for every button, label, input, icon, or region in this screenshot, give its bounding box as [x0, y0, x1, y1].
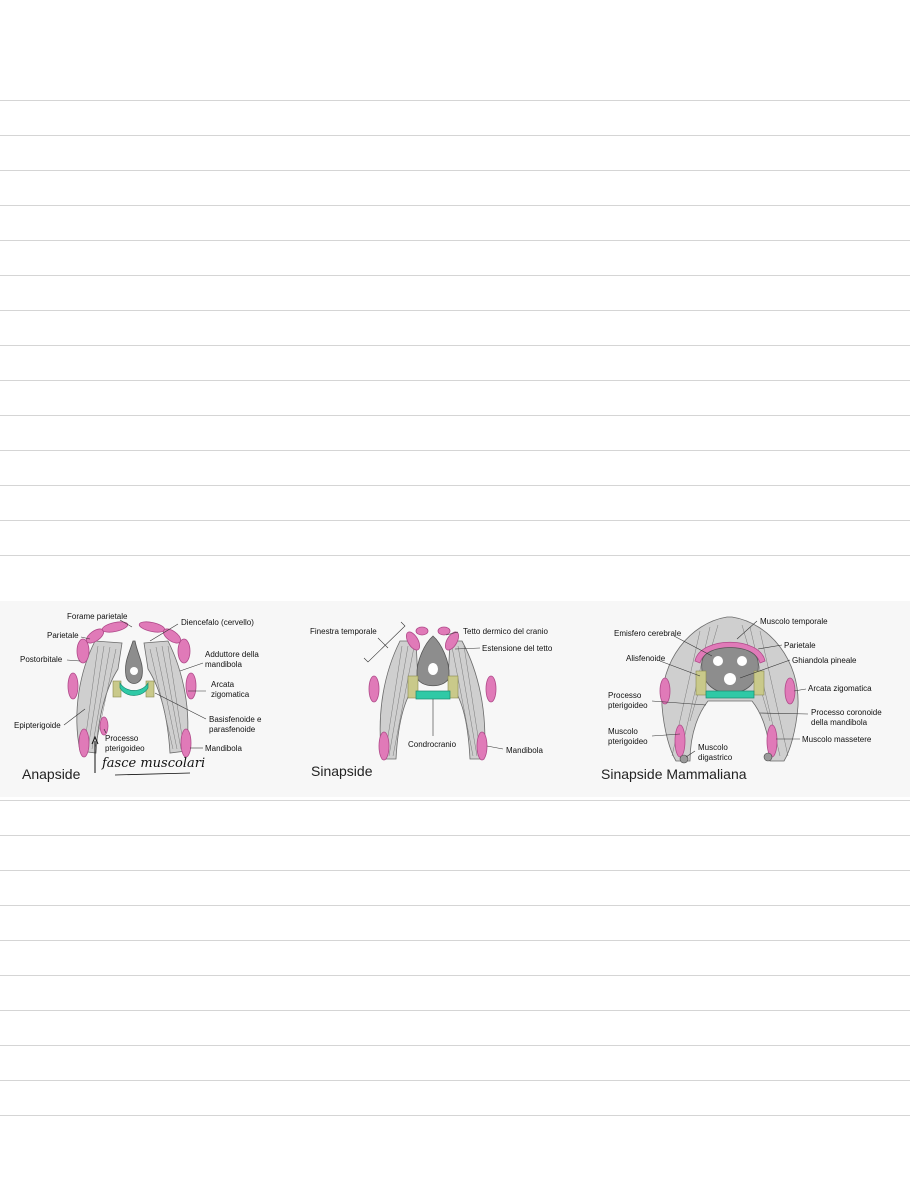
anapside-bone-postorbitale-right — [178, 639, 190, 663]
anapside-label-forame-parietale: Forame parietale — [67, 612, 128, 621]
ruled-line — [0, 975, 910, 976]
anapside-label-mandibola: Mandibola — [205, 744, 242, 753]
anapside-label-processo-1: Processo — [105, 734, 139, 743]
ruled-line — [0, 905, 910, 906]
ruled-line — [0, 415, 910, 416]
ruled-line — [0, 275, 910, 276]
handwritten-underline — [115, 773, 190, 775]
mammaliana-mandibola-left — [675, 725, 685, 757]
handwritten-note: fasce muscolari — [102, 756, 206, 771]
mammaliana-label-emisfero: Emisfero cerebrale — [614, 629, 682, 638]
anapside-bone-roof-left — [101, 620, 128, 634]
anapside-label-diencefalo: Diencefalo (cervello) — [181, 618, 254, 627]
anapside-diagram — [14, 612, 262, 782]
mammaliana-hemisphere-left — [713, 656, 723, 666]
mammaliana-caption: Sinapside Mammaliana — [601, 766, 747, 782]
mammaliana-label-parietale: Parietale — [784, 641, 816, 650]
sinapside-bone-roof-left — [416, 627, 428, 635]
skull-cross-section-figure — [0, 601, 910, 797]
anapside-label-parietale: Parietale — [47, 631, 79, 640]
ruled-line — [0, 800, 910, 801]
mammaliana-brain — [702, 648, 759, 694]
anapside-caption: Anapside — [22, 766, 81, 782]
mammaliana-label-digastrico-2: digastrico — [698, 753, 733, 762]
sinapside-label-estensione: Estensione del tetto — [482, 644, 553, 653]
ruled-line — [0, 310, 910, 311]
ruled-line — [0, 170, 910, 171]
mammaliana-pineal — [724, 673, 736, 685]
sinapside-chondrocranium — [416, 691, 450, 699]
sinapside-bone-mandibola-right — [477, 732, 487, 760]
sinapside-label-mandibola: Mandibola — [506, 746, 543, 755]
sinapside-caption: Sinapside — [311, 763, 373, 779]
ruled-line — [0, 485, 910, 486]
sinapside-label-tetto-dermico: Tetto dermico del cranio — [463, 627, 548, 636]
mammaliana-mandibola-right — [767, 725, 777, 757]
mammaliana-arcata-right — [785, 678, 795, 704]
anapside-bone-arcata-left — [68, 673, 78, 699]
mammaliana-hemisphere-right — [737, 656, 747, 666]
mammaliana-label-massetere: Muscolo massetere — [802, 735, 872, 744]
sinapside-diagram — [310, 622, 553, 779]
mammaliana-label-arcata: Arcata zigomatica — [808, 684, 872, 693]
sinapside-label-condrocranio: Condrocranio — [408, 740, 457, 749]
ruled-line — [0, 555, 910, 556]
ruled-line — [0, 940, 910, 941]
sinapside-label-finestra: Finestra temporale — [310, 627, 377, 636]
sinapside-brain-hole — [428, 663, 438, 675]
ruled-line — [0, 1080, 910, 1081]
mammaliana-alisfenoide-left — [696, 671, 706, 695]
mammaliana-label-alisfenoide: Alisfenoide — [626, 654, 666, 663]
anapside-brain — [125, 641, 142, 684]
anapside-label-basisfenoide-2: parasfenoide — [209, 725, 256, 734]
ruled-line — [0, 1115, 910, 1116]
mammaliana-arcata-left — [660, 678, 670, 704]
ruled-line — [0, 345, 910, 346]
figure-svg — [0, 601, 910, 797]
anapside-label-postorbitale: Postorbitale — [20, 655, 63, 664]
anapside-label-basisfenoide-1: Basisfenoide e — [209, 715, 262, 724]
anapside-label-adduttore-1: Adduttore della — [205, 650, 259, 659]
mammaliana-label-coronoide-2: della mandibola — [811, 718, 868, 727]
anapside-label-arcata-1: Arcata — [211, 680, 235, 689]
anapside-label-adduttore-2: mandibola — [205, 660, 242, 669]
mammaliana-label-processo-pterigoideo-2: pterigoideo — [608, 701, 648, 710]
anapside-label-arcata-2: zigomatica — [211, 690, 250, 699]
anapside-bone-arcata-right — [186, 673, 196, 699]
mammaliana-label-ghiandola: Ghiandola pineale — [792, 656, 857, 665]
anapside-bone-mandibola-left — [79, 729, 89, 757]
ruled-line — [0, 450, 910, 451]
mammaliana-alisfenoide-right — [754, 671, 764, 695]
sinapside-bone-mandibola-left — [379, 732, 389, 760]
anapside-bone-pterigoideo — [100, 717, 108, 735]
ruled-line — [0, 1045, 910, 1046]
sinapside-bone-arcata-left — [369, 676, 379, 702]
sinapside-brain — [417, 636, 449, 686]
ruled-line — [0, 240, 910, 241]
ruled-line — [0, 100, 910, 101]
ruled-line — [0, 870, 910, 871]
anapside-brain-hole — [130, 667, 138, 675]
ruled-line — [0, 380, 910, 381]
mammaliana-diagram — [601, 617, 882, 782]
mammaliana-chondrocranium — [706, 691, 754, 698]
mammaliana-label-coronoide-1: Processo coronoide — [811, 708, 882, 717]
mammaliana-label-muscolo-pterigoideo-2: pterigoideo — [608, 737, 648, 746]
sinapside-bone-arcata-right — [486, 676, 496, 702]
anapside-label-epipterigoide: Epipterigoide — [14, 721, 61, 730]
anapside-label-processo-2: pterigoideo — [105, 744, 145, 753]
mammaliana-label-processo-pterigoideo-1: Processo — [608, 691, 642, 700]
ruled-line — [0, 1010, 910, 1011]
mammaliana-label-muscolo-pterigoideo-1: Muscolo — [608, 727, 638, 736]
ruled-line — [0, 205, 910, 206]
anapside-chondrocranium — [120, 683, 148, 696]
sinapside-bone-roof-right — [438, 627, 450, 635]
mammaliana-label-muscolo-temporale: Muscolo temporale — [760, 617, 828, 626]
anapside-bone-mandibola-right — [181, 729, 191, 757]
ruled-line — [0, 520, 910, 521]
mammaliana-digastrico-right — [764, 753, 772, 761]
ruled-line — [0, 835, 910, 836]
anapside-bone-roof-right — [138, 620, 165, 634]
ruled-line — [0, 135, 910, 136]
mammaliana-label-digastrico-1: Muscolo — [698, 743, 728, 752]
